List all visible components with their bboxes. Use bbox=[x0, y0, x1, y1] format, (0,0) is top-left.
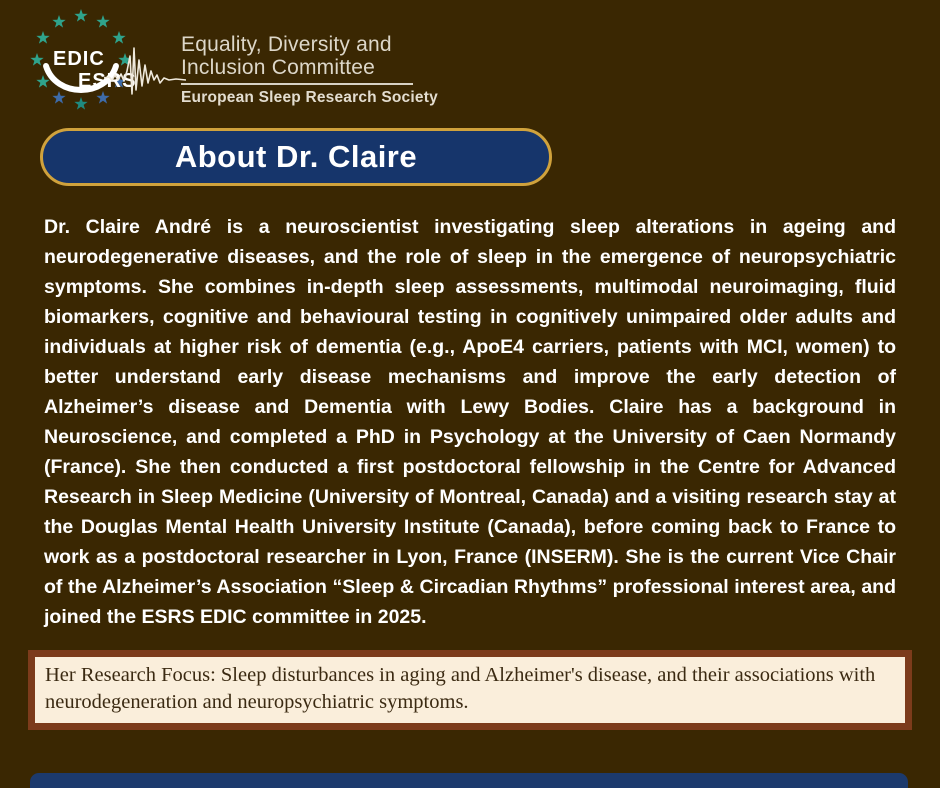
committee-name-line2: Inclusion Committee bbox=[181, 56, 376, 79]
research-focus-box bbox=[28, 650, 912, 730]
about-banner bbox=[40, 128, 552, 186]
bio-paragraph: Dr. Claire André is a neuroscientist investigating sleep alterations in ageing and neurodegenerative diseases, and the role of sleep in the emergence of neuropsychiatric symptoms. She combines in-depth sleep assessments, multimodal neuroimaging, fluid biomarkers, cognitive and behavioural testing in cognitively unimpaired older adults and individuals at higher risk of dementia (e.g., ApoE4 carriers, patients with MCI, women) to better understand early disease mechanisms and improve the early detection of Alzheimer’s disease and Dementia with Lewy Bodies. Claire has a background in Neuroscience, and completed a PhD in Psychology at the University of Caen Normandy (France). She then conducted a first postdoctoral fellowship in the Centre for Advanced Research in Sleep Medicine (University of Montreal, Canada) and a visiting research stay at the Douglas Mental Health University Institute (Canada), before coming back to France to work as a postdoctoral researcher in Lyon, France (INSERM). She is the current Vice Chair of the Alzheimer’s Association “Sleep & Circadian Rhythms” professional interest area, and joined the ESRS EDIC committee in 2025. bbox=[44, 216, 896, 628]
logo-text-edic: EDIC bbox=[53, 48, 105, 70]
society-name: European Sleep Research Society bbox=[181, 89, 438, 106]
header-text-block bbox=[181, 33, 438, 107]
research-focus-inner bbox=[35, 657, 905, 723]
committee-name-line1: Equality, Diversity and bbox=[181, 33, 392, 56]
eeg-waveform-icon bbox=[104, 42, 186, 100]
header bbox=[0, 0, 940, 118]
page-title: About Dr. Claire bbox=[174, 139, 418, 174]
header-divider bbox=[181, 83, 413, 85]
logo-text-esrs: ESRS bbox=[78, 70, 137, 92]
research-focus-text: Her Research Focus: Sleep disturbances in aging and Alzheimer's disease, and their associations with neurodegeneration and neuropsychiatric symptoms. bbox=[45, 664, 876, 713]
footer-bar bbox=[30, 773, 908, 788]
